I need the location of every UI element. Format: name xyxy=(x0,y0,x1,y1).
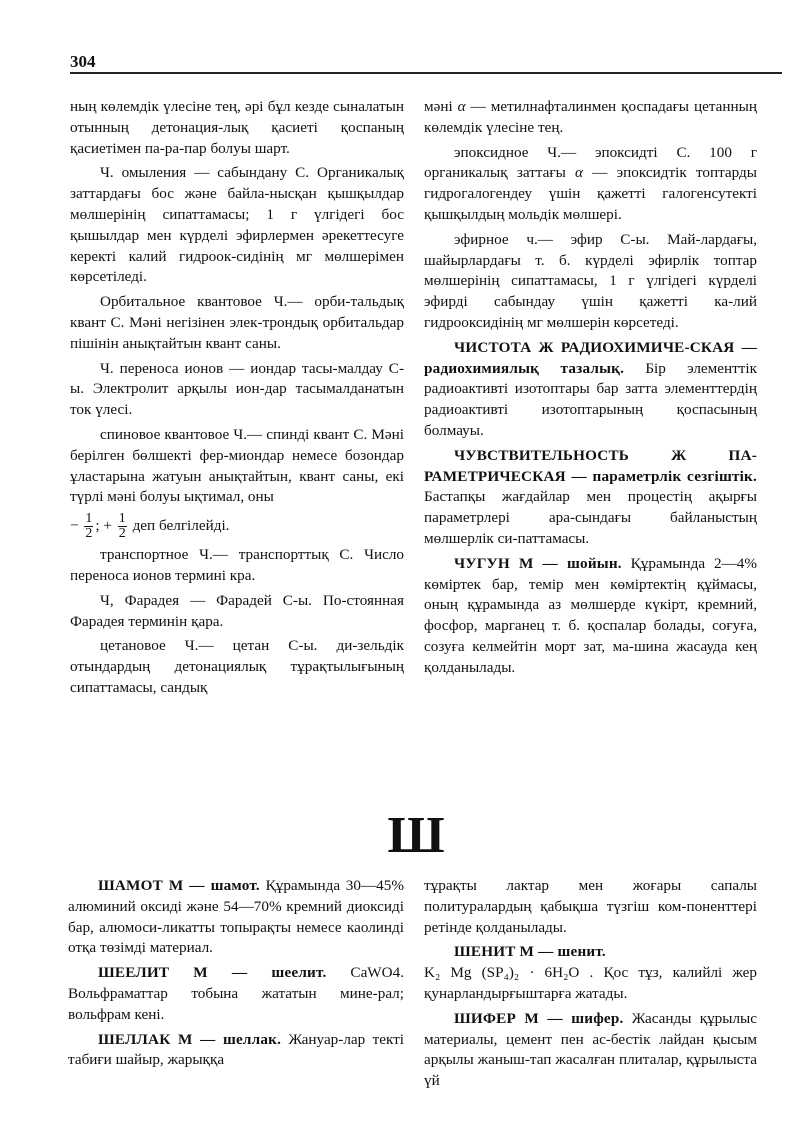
plus-sign: + xyxy=(103,517,112,535)
entry-term: спиновое квантовое Ч.— спинді квант С. xyxy=(100,425,368,443)
entry-term: эфирное ч.— эфир С-ы. xyxy=(454,230,650,248)
entry-text: Мәні берілген бөлшекті фер-миондар немесе бозондар ұластарына жатуын анықтайтын, квант саны, екі түрлі мәні болуы ықтимал, оны xyxy=(70,425,404,506)
entry-efirnoe xyxy=(424,230,757,334)
entry-shellak xyxy=(68,1030,404,1072)
entry-term: ШЕЛЛАК М — шеллак. xyxy=(98,1030,282,1048)
entry-text: Бастапқы жағдайлар мен процестің ақырғы параметрлері ара-сындағы байланыстың мөлшерлік си-паттамасы. xyxy=(424,488,757,547)
entry-text: Бір элементтік радиоактивті изотоптары бар затта элементтердің радиоактивті изотоптарының қоспасының болмауы. xyxy=(424,359,758,439)
frac-den: 2 xyxy=(118,526,126,542)
entry-text: Құрамында 30—45% алюминий оксиді және 54—70% кремний диоксиді бар, алюмоси-ликатты топырақты немесе каолинді отқа төзімді материал. xyxy=(68,877,404,957)
entry-text: — эпоксидтік топтарды гидрогалогендеу үшін қажетті галогенсутекті қышқылдың мольдік мөлшері. xyxy=(424,164,757,223)
entry-text: Органикалық заттардағы бос және байла-нысқан қышқылдар мөлшерінің сипаттамасы; 1 г үлгідегі бос қышылдар мен күрделі эфирлермен әрекеттесуге керекті калий гидроок-сидінің мг мөлшерімен көрсетіледі. xyxy=(70,164,404,286)
entry-chistota xyxy=(424,338,757,442)
entry-term: транспортное Ч.— транспорттық С. xyxy=(100,546,354,564)
entry-text: Число переноса ионов термині кра. xyxy=(70,546,404,584)
entry-term: ШЕЕЛИТ М — шеелит. xyxy=(98,964,327,982)
frac-num: 1 xyxy=(118,511,126,527)
entry-perenosa xyxy=(70,359,404,421)
paragraph: ның көлемдік үлесіне тең, әрі бұл кезде сыналатын отынның детонация-лық қасиеті қоспаның қасиетімен па-ра-пар болуы шарт. xyxy=(70,98,404,157)
entry-text: ди-зельдік отындардың детонациялық тұрақтылығының сипаттамасы, сандық xyxy=(70,637,404,696)
fraction-half xyxy=(84,512,93,541)
entry-text: Құрамында 2—4% көміртек бар, темір мен көміртектің құймасы, оның құрамында аз мөлшерде күкірт, кремний, фосфор, марганец т. б. қоспалар болады, соғуға, созуға келмейтін морт зат, ма-шина жасауда кең қолданылады. xyxy=(424,554,757,676)
entry-term: ЧИСТОТА Ж РАДИОХИМИЧЕ-СКАЯ — радиохимиялық тазалық. xyxy=(424,338,757,377)
page-number: 304 xyxy=(70,52,96,71)
entry-epoksidnoe xyxy=(424,143,757,226)
entry-faradeya xyxy=(70,591,404,633)
entry-text: — метилнафталинмен қоспадағы цетанның көлемдік үлесіне тең. xyxy=(424,98,757,136)
entry-text: 100 г органикалық заттағы xyxy=(424,143,757,182)
entry-text: Жасанды құрылыс материалы, цемент пен ас-бестік лайдан қысым арқылы жаныш-тап жасалған плиталар, құрылыста үй xyxy=(424,1009,757,1090)
entry-shenit xyxy=(424,942,757,1004)
frac-num: 1 xyxy=(85,511,93,527)
minus-sign: − xyxy=(70,517,79,535)
entry-term: ЧУГУН М — шойын. xyxy=(454,554,622,572)
entry-term: Ч, Фарадея — Фарадей С-ы. xyxy=(100,591,312,609)
entry-omyleniya xyxy=(70,163,404,288)
entry-text: деп белгілейді. xyxy=(128,517,230,535)
entry-chuvstvitelnost xyxy=(424,446,757,550)
entry-text: мәні xyxy=(424,98,458,115)
paragraph xyxy=(424,97,757,139)
entry-orbitalnoe xyxy=(70,292,404,354)
column-top-left xyxy=(70,97,404,699)
alpha-symbol: α xyxy=(575,164,584,182)
entry-sheelit xyxy=(68,963,404,1025)
frac-den: 2 xyxy=(85,526,93,542)
entry-transportnoe xyxy=(70,545,404,587)
entry-tsetanovoe xyxy=(70,636,404,698)
entry-text: Қос тұз, калийлі жер қунарландырғыштарға жатады. xyxy=(424,964,758,1002)
separator: ; xyxy=(95,517,100,535)
entry-text: CaWO4. Вольфраматтар тобына жататын мине-рал; вольфрам кені. xyxy=(68,964,404,1023)
entry-term: эпоксидное Ч.— эпоксидті С. xyxy=(454,143,691,161)
paragraph: тұрақты лактар мен жоғары сапалы политуралардың қабықша түзгіш ком-поненттері ретінде қолданылады. xyxy=(424,877,757,936)
entry-chugun xyxy=(424,554,757,679)
entry-term: ЧУВСТВИТЕЛЬНОСТЬ Ж ПА-РАМЕТРИЧЕСКАЯ — параметрлік сезгіштік. xyxy=(424,446,757,485)
entry-spinovoe xyxy=(70,425,404,508)
entry-term: ШЕНИТ М — шенит. xyxy=(454,943,606,961)
entry-term: ШАМОТ М — шамот. xyxy=(98,877,260,894)
entry-term: ШИФЕР М — шифер. xyxy=(454,1009,624,1027)
alpha-symbol: α xyxy=(457,98,466,115)
entry-shamot xyxy=(68,876,404,959)
entry-text: Электролит арқылы ион-дар тасымалданатын ток үлесі. xyxy=(70,380,404,419)
section-heading-letter: Ш xyxy=(387,807,445,864)
entry-text: Май-лардағы, шайырлардағы т. б. күрделі эфирлік топтар мөлшерінің сипаттамасы, 1 г үлгідегі күрделі эфирді сабындау үшін қажетті ка-лий гидрооксидінің мг мөлшерін көрсетеді. xyxy=(424,230,758,331)
entry-text: Жануар-лар тектi табиғи шайыр, жарыққа xyxy=(68,1030,404,1069)
spin-formula xyxy=(70,512,404,541)
entry-term: Орбитальное квантовое Ч.— орби-тальдық квант С. xyxy=(70,293,404,331)
entry-term: Ч. переноса ионов — иондар тасы-малдау С-ы. xyxy=(70,359,404,398)
chemical-formula: K₂ Mg (SP₄)₂ · 6H₂O . xyxy=(424,964,594,982)
column-top-right xyxy=(424,97,757,679)
header-rule xyxy=(70,72,782,74)
column-bottom-right xyxy=(424,876,757,1092)
column-bottom-left xyxy=(68,876,404,1071)
entry-text: Мәні негізінен элек-трондық орбитальдар пішінін анықтайтын квант саны. xyxy=(70,313,404,352)
entry-text: По-стоянная Фарадея терминін қара. xyxy=(70,591,404,630)
fraction-half xyxy=(118,512,127,541)
entry-term: цетановое Ч.— цетан С-ы. xyxy=(100,637,318,655)
entry-shifer xyxy=(424,1009,757,1092)
entry-term: Ч. омыления — сабындану С. xyxy=(100,164,310,182)
